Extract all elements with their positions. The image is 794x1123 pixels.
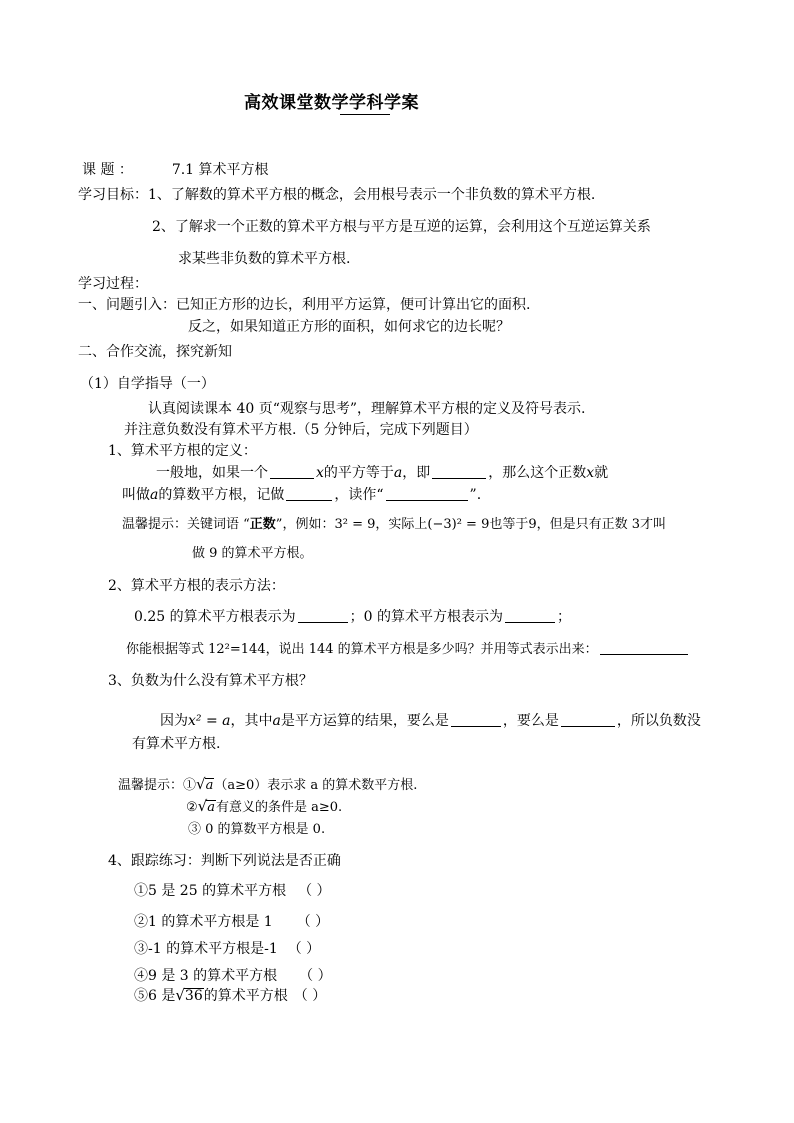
answer-paren[interactable]: （ ） bbox=[299, 968, 332, 984]
item-text: 的算术平方根 bbox=[203, 988, 288, 1004]
q3-equation: x² = a bbox=[188, 713, 231, 729]
sqrt-radicand: a bbox=[205, 778, 214, 793]
answer-paren[interactable]: （ ） bbox=[293, 988, 327, 1004]
topic-row bbox=[82, 161, 269, 179]
q3-text: ，要么是 bbox=[502, 713, 559, 729]
q1-text: ”. bbox=[469, 487, 482, 503]
q1-tip-line1 bbox=[122, 516, 666, 534]
list-item bbox=[134, 940, 320, 958]
q1-line2 bbox=[122, 486, 481, 504]
item-text: ②1 的算术平方根是 1 bbox=[134, 914, 273, 930]
process-label: 学习过程： bbox=[78, 276, 148, 292]
q2-line2 bbox=[126, 640, 690, 659]
sqrt-radicand: a bbox=[207, 800, 215, 815]
q2-blank-2[interactable] bbox=[505, 608, 555, 623]
goal-1-row bbox=[78, 186, 595, 204]
tip-text: ，实际上 bbox=[375, 517, 428, 532]
q1-text: 的算数平方根，记做 bbox=[158, 487, 285, 503]
q1-text: ，即 bbox=[402, 465, 431, 481]
answer-paren[interactable]: （ ） bbox=[296, 914, 330, 930]
q3-title: 3、负数为什么没有算术平方根？ bbox=[108, 673, 313, 689]
tip-keyword: 正数 bbox=[249, 517, 276, 532]
sqrt-radicand: 36 bbox=[184, 988, 203, 1004]
q2-text: ； bbox=[556, 609, 571, 625]
q1-text: 叫做 bbox=[122, 487, 150, 503]
tips-line2 bbox=[186, 797, 342, 817]
q1-blank-1[interactable] bbox=[270, 464, 314, 479]
var-x: x bbox=[316, 465, 324, 481]
q2-text: 0.25 的算术平方根表示为 bbox=[134, 609, 296, 625]
list-item bbox=[134, 986, 326, 1005]
q1-title: 1、算术平方根的定义： bbox=[108, 443, 257, 459]
section1-a: 一、问题引入：已知正方形的边长，利用平方运算，便可计算出它的面积. bbox=[78, 297, 531, 313]
sqrt-icon: √ bbox=[175, 986, 185, 1004]
item-text: ④9 是 3 的算术平方根 bbox=[134, 968, 278, 984]
q3-blank-2[interactable] bbox=[561, 712, 615, 727]
q3-text: ，其中 bbox=[230, 713, 273, 729]
item-text: ⑤6 是 bbox=[134, 988, 176, 1004]
tip-text: 也等于9，但是只有正数 3才叫 bbox=[489, 517, 667, 532]
item-text: ①5 是 25 的算术平方根 bbox=[134, 883, 287, 899]
tips-line3: ③ 0 的算数平方根是 0. bbox=[188, 822, 326, 837]
q2-text: ；0 的算术平方根表示为 bbox=[349, 609, 503, 625]
goals-label: 学习目标： bbox=[78, 187, 148, 203]
topic-label: 课 题 ： bbox=[82, 162, 133, 178]
q2-question: 你能根据等式 12²=144，说出 144 的算术平方根是多少吗？并用等式表示出来： bbox=[126, 642, 598, 657]
tips-text: 温馨提示：① bbox=[118, 778, 197, 793]
q3-text: 因为 bbox=[160, 713, 188, 729]
guide-p2: 并注意负数没有算术平方根.（5 分钟后，完成下列题目） bbox=[124, 422, 478, 438]
sqrt-icon: √ bbox=[197, 797, 208, 815]
var-a: a bbox=[150, 487, 159, 503]
section1-b: 反之，如果知道正方形的面积，如何求它的边长呢？ bbox=[188, 319, 510, 335]
tips-line1 bbox=[118, 775, 417, 795]
answer-paren[interactable]: （ ） bbox=[287, 941, 321, 957]
q2-blank-1[interactable] bbox=[298, 608, 348, 623]
tips-text: ② bbox=[186, 800, 198, 815]
q2-title: 2、算术平方根的表示方法： bbox=[108, 578, 285, 594]
tip-text: ”，例如： bbox=[275, 517, 335, 532]
answer-paren[interactable]: （ ） bbox=[298, 883, 331, 899]
q3-blank-1[interactable] bbox=[451, 712, 501, 727]
q4-title: 4、跟踪练习：判断下列说法是否正确 bbox=[108, 853, 341, 869]
guide-title: （1）自学指导（一） bbox=[80, 376, 215, 392]
goal-1: 1、了解数的算术平方根的概念，会用根号表示一个非负数的算术平方根. bbox=[148, 187, 596, 203]
list-item bbox=[134, 882, 331, 900]
q3-line2: 有算术平方根. bbox=[132, 736, 221, 752]
q1-text: ，那么这个正数 bbox=[488, 465, 587, 481]
tip-equation-2: (−3)² = 9 bbox=[427, 517, 490, 532]
q1-line1 bbox=[156, 464, 608, 482]
q1-tip-line2: 做 9 的算术平方根。 bbox=[192, 546, 313, 561]
q1-blank-2[interactable] bbox=[432, 464, 486, 479]
q1-blank-3[interactable] bbox=[286, 486, 332, 501]
q2-blank-3[interactable] bbox=[600, 640, 688, 655]
q1-text: 的平方等于 bbox=[323, 465, 394, 481]
q3-line1 bbox=[160, 712, 701, 730]
tip-equation-1: 3² = 9 bbox=[334, 517, 376, 532]
var-a: a bbox=[393, 465, 403, 481]
section2-heading: 二、合作交流，探究新知 bbox=[78, 344, 232, 360]
goal-2a: 2、了解求一个正数的算术平方根与平方是互逆的运算，会利用这个互逆运算关系 bbox=[152, 219, 651, 235]
q1-text: 就 bbox=[594, 465, 609, 481]
var-a: a bbox=[272, 713, 281, 729]
tip-text: 温馨提示：关键词语 “ bbox=[122, 517, 250, 532]
title-underline bbox=[340, 114, 390, 115]
q2-line1 bbox=[134, 608, 571, 626]
page-title: 高效课堂数学学科学案 bbox=[244, 93, 419, 113]
item-text: ③-1 的算术平方根是-1 bbox=[134, 941, 278, 957]
q3-text: 是平方运算的结果，要么是 bbox=[280, 713, 449, 729]
list-item bbox=[134, 913, 329, 931]
goal-2b: 求某些非负数的算术平方根. bbox=[178, 251, 351, 267]
sqrt-icon: √ bbox=[196, 775, 206, 793]
list-item bbox=[134, 967, 332, 985]
guide-p1: 认真阅读课本 40 页“观察与思考”，理解算术平方根的定义及符号表示. bbox=[148, 401, 586, 417]
q1-text: ，读作“ bbox=[334, 487, 384, 503]
q3-text: ，所以负数没 bbox=[616, 713, 701, 729]
q1-blank-4[interactable] bbox=[386, 486, 468, 501]
q1-text: 一般地，如果一个 bbox=[156, 465, 268, 481]
tips-text: 有意义的条件是 a≥0. bbox=[215, 800, 343, 815]
tips-text: （a≥0）表示求 a 的算术数平方根. bbox=[214, 778, 418, 793]
topic-value: 7.1 算术平方根 bbox=[171, 162, 269, 178]
var-x: x bbox=[586, 465, 595, 481]
